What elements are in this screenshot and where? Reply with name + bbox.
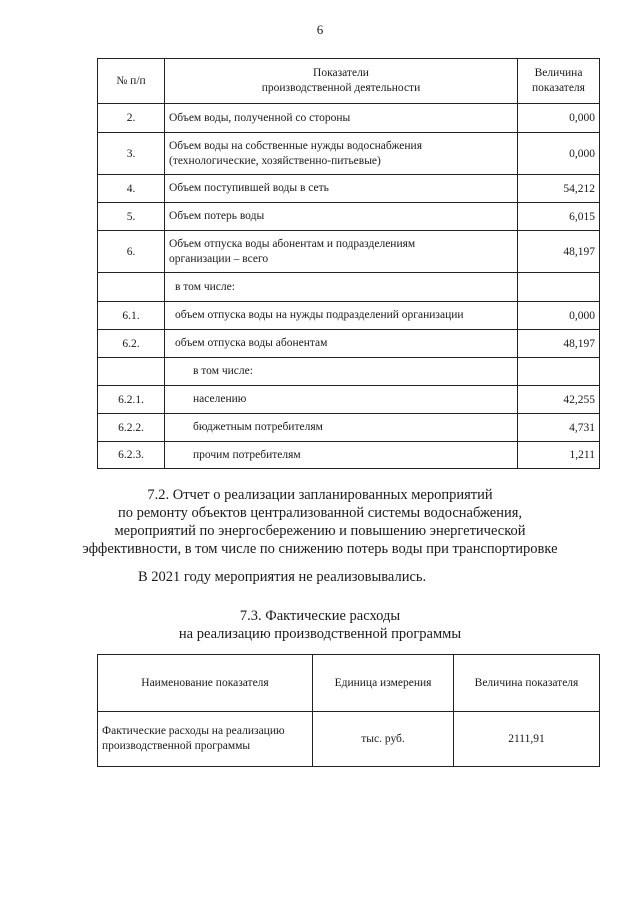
row-indicator [165, 386, 518, 414]
header-num: № п/п [98, 59, 165, 104]
table-row [98, 442, 600, 469]
row-indicator-line1: Объем воды, полученной со стороны [169, 111, 351, 124]
table-row [98, 414, 600, 442]
row-value: 0,000 [518, 133, 600, 175]
page-number: 6 [316, 22, 324, 37]
row-num: 4. [98, 175, 165, 203]
section-7-2-line1: 7.2. Отчет о реализации запланированных мероприятий [147, 487, 493, 503]
header-name: Наименование показателя [98, 655, 313, 712]
header-unit: Единица измерения [313, 655, 454, 712]
row-indicator-line1: в том числе: [193, 365, 253, 377]
row-indicator [165, 358, 518, 386]
row-num: 6.2.1. [98, 386, 165, 414]
header-value: Величина показателя [454, 655, 600, 712]
section-7-2-line3: мероприятий по энергосбережению и повышению энергетической [114, 523, 526, 539]
row-indicator-line1: населению [193, 393, 247, 405]
table-row [98, 330, 600, 358]
table-row [98, 302, 600, 330]
row-unit: тыс. руб. [313, 712, 454, 767]
row-indicator [165, 203, 518, 231]
row-value: 6,015 [518, 203, 600, 231]
section-7-2-line2: по ремонту объектов централизованной системы водоснабжения, [117, 505, 523, 521]
table-header-row [98, 59, 600, 104]
table-row [98, 104, 600, 133]
header-indicator [165, 59, 518, 104]
row-indicator-line1: объем отпуска воды на нужды подразделений организации [175, 309, 464, 321]
row-name [98, 712, 313, 767]
row-indicator [165, 104, 518, 133]
row-num: 2. [98, 104, 165, 133]
section-7-3-line1: 7.3. Фактические расходы [239, 608, 401, 624]
row-num [98, 273, 165, 302]
section-7-2-line4: эффективности, в том числе по снижению потерь воды при транспортировке [82, 541, 558, 557]
row-indicator [165, 273, 518, 302]
row-indicator [165, 330, 518, 358]
row-indicator-line1: бюджетным потребителям [193, 421, 323, 433]
row-value: 2111,91 [454, 712, 600, 767]
production-indicators-table [97, 58, 600, 469]
table-row [98, 386, 600, 414]
row-indicator-line2: организации – всего [169, 252, 269, 265]
header-indicator-line2: производственной деятельности [261, 82, 421, 94]
row-value: 48,197 [518, 231, 600, 273]
header-value [518, 59, 600, 104]
paragraph-no-measures: В 2021 году мероприятия не реализовывались. [138, 569, 427, 585]
row-indicator [165, 231, 518, 273]
row-num: 6.2. [98, 330, 165, 358]
table-header-row [98, 655, 600, 712]
table-row [98, 273, 600, 302]
row-indicator-line2: (технологические, хозяйственно-питьевые) [169, 154, 381, 167]
row-value: 42,255 [518, 386, 600, 414]
row-indicator-line1: Объем потерь воды [169, 210, 265, 222]
row-value: 1,211 [518, 442, 600, 469]
table-row [98, 175, 600, 203]
row-value: 0,000 [518, 302, 600, 330]
row-indicator-line1: Объем воды на собственные нужды водоснабжения [169, 139, 422, 152]
row-num: 5. [98, 203, 165, 231]
table-row [98, 203, 600, 231]
row-indicator [165, 133, 518, 175]
section-7-2-heading [0, 486, 640, 558]
actual-expenses-table [97, 654, 600, 767]
row-indicator-line1: Объем отпуска воды абонентам и подразделениям [169, 237, 416, 250]
row-name-line1: Фактические расходы на реализацию [102, 725, 285, 737]
section-7-3-heading [0, 607, 640, 643]
row-value: 0,000 [518, 104, 600, 133]
header-value-line2: показателя [532, 82, 585, 94]
row-indicator [165, 175, 518, 203]
table-row [98, 231, 600, 273]
row-num: 3. [98, 133, 165, 175]
row-num: 6. [98, 231, 165, 273]
section-7-3-line2: на реализацию производственной программы [178, 626, 462, 642]
row-num: 6.2.2. [98, 414, 165, 442]
table-row [98, 358, 600, 386]
header-value-line1: Величина [534, 67, 583, 79]
row-name-line2: производственной программы [102, 740, 251, 752]
row-indicator-line1: прочим потребителям [193, 448, 301, 461]
row-indicator-line1: объем отпуска воды абонентам [175, 337, 328, 349]
table-row [98, 133, 600, 175]
header-indicator-line1: Показатели [313, 67, 369, 79]
row-value: 54,212 [518, 175, 600, 203]
row-indicator-line1: в том числе: [175, 280, 235, 293]
row-num: 6.2.3. [98, 442, 165, 469]
row-num: 6.1. [98, 302, 165, 330]
row-value [518, 273, 600, 302]
row-value: 48,197 [518, 330, 600, 358]
row-value: 4,731 [518, 414, 600, 442]
row-indicator-line1: Объем поступившей воды в сеть [169, 182, 329, 194]
row-num [98, 358, 165, 386]
row-indicator [165, 442, 518, 469]
row-indicator [165, 302, 518, 330]
table-row [98, 712, 600, 767]
row-indicator [165, 414, 518, 442]
row-value [518, 358, 600, 386]
